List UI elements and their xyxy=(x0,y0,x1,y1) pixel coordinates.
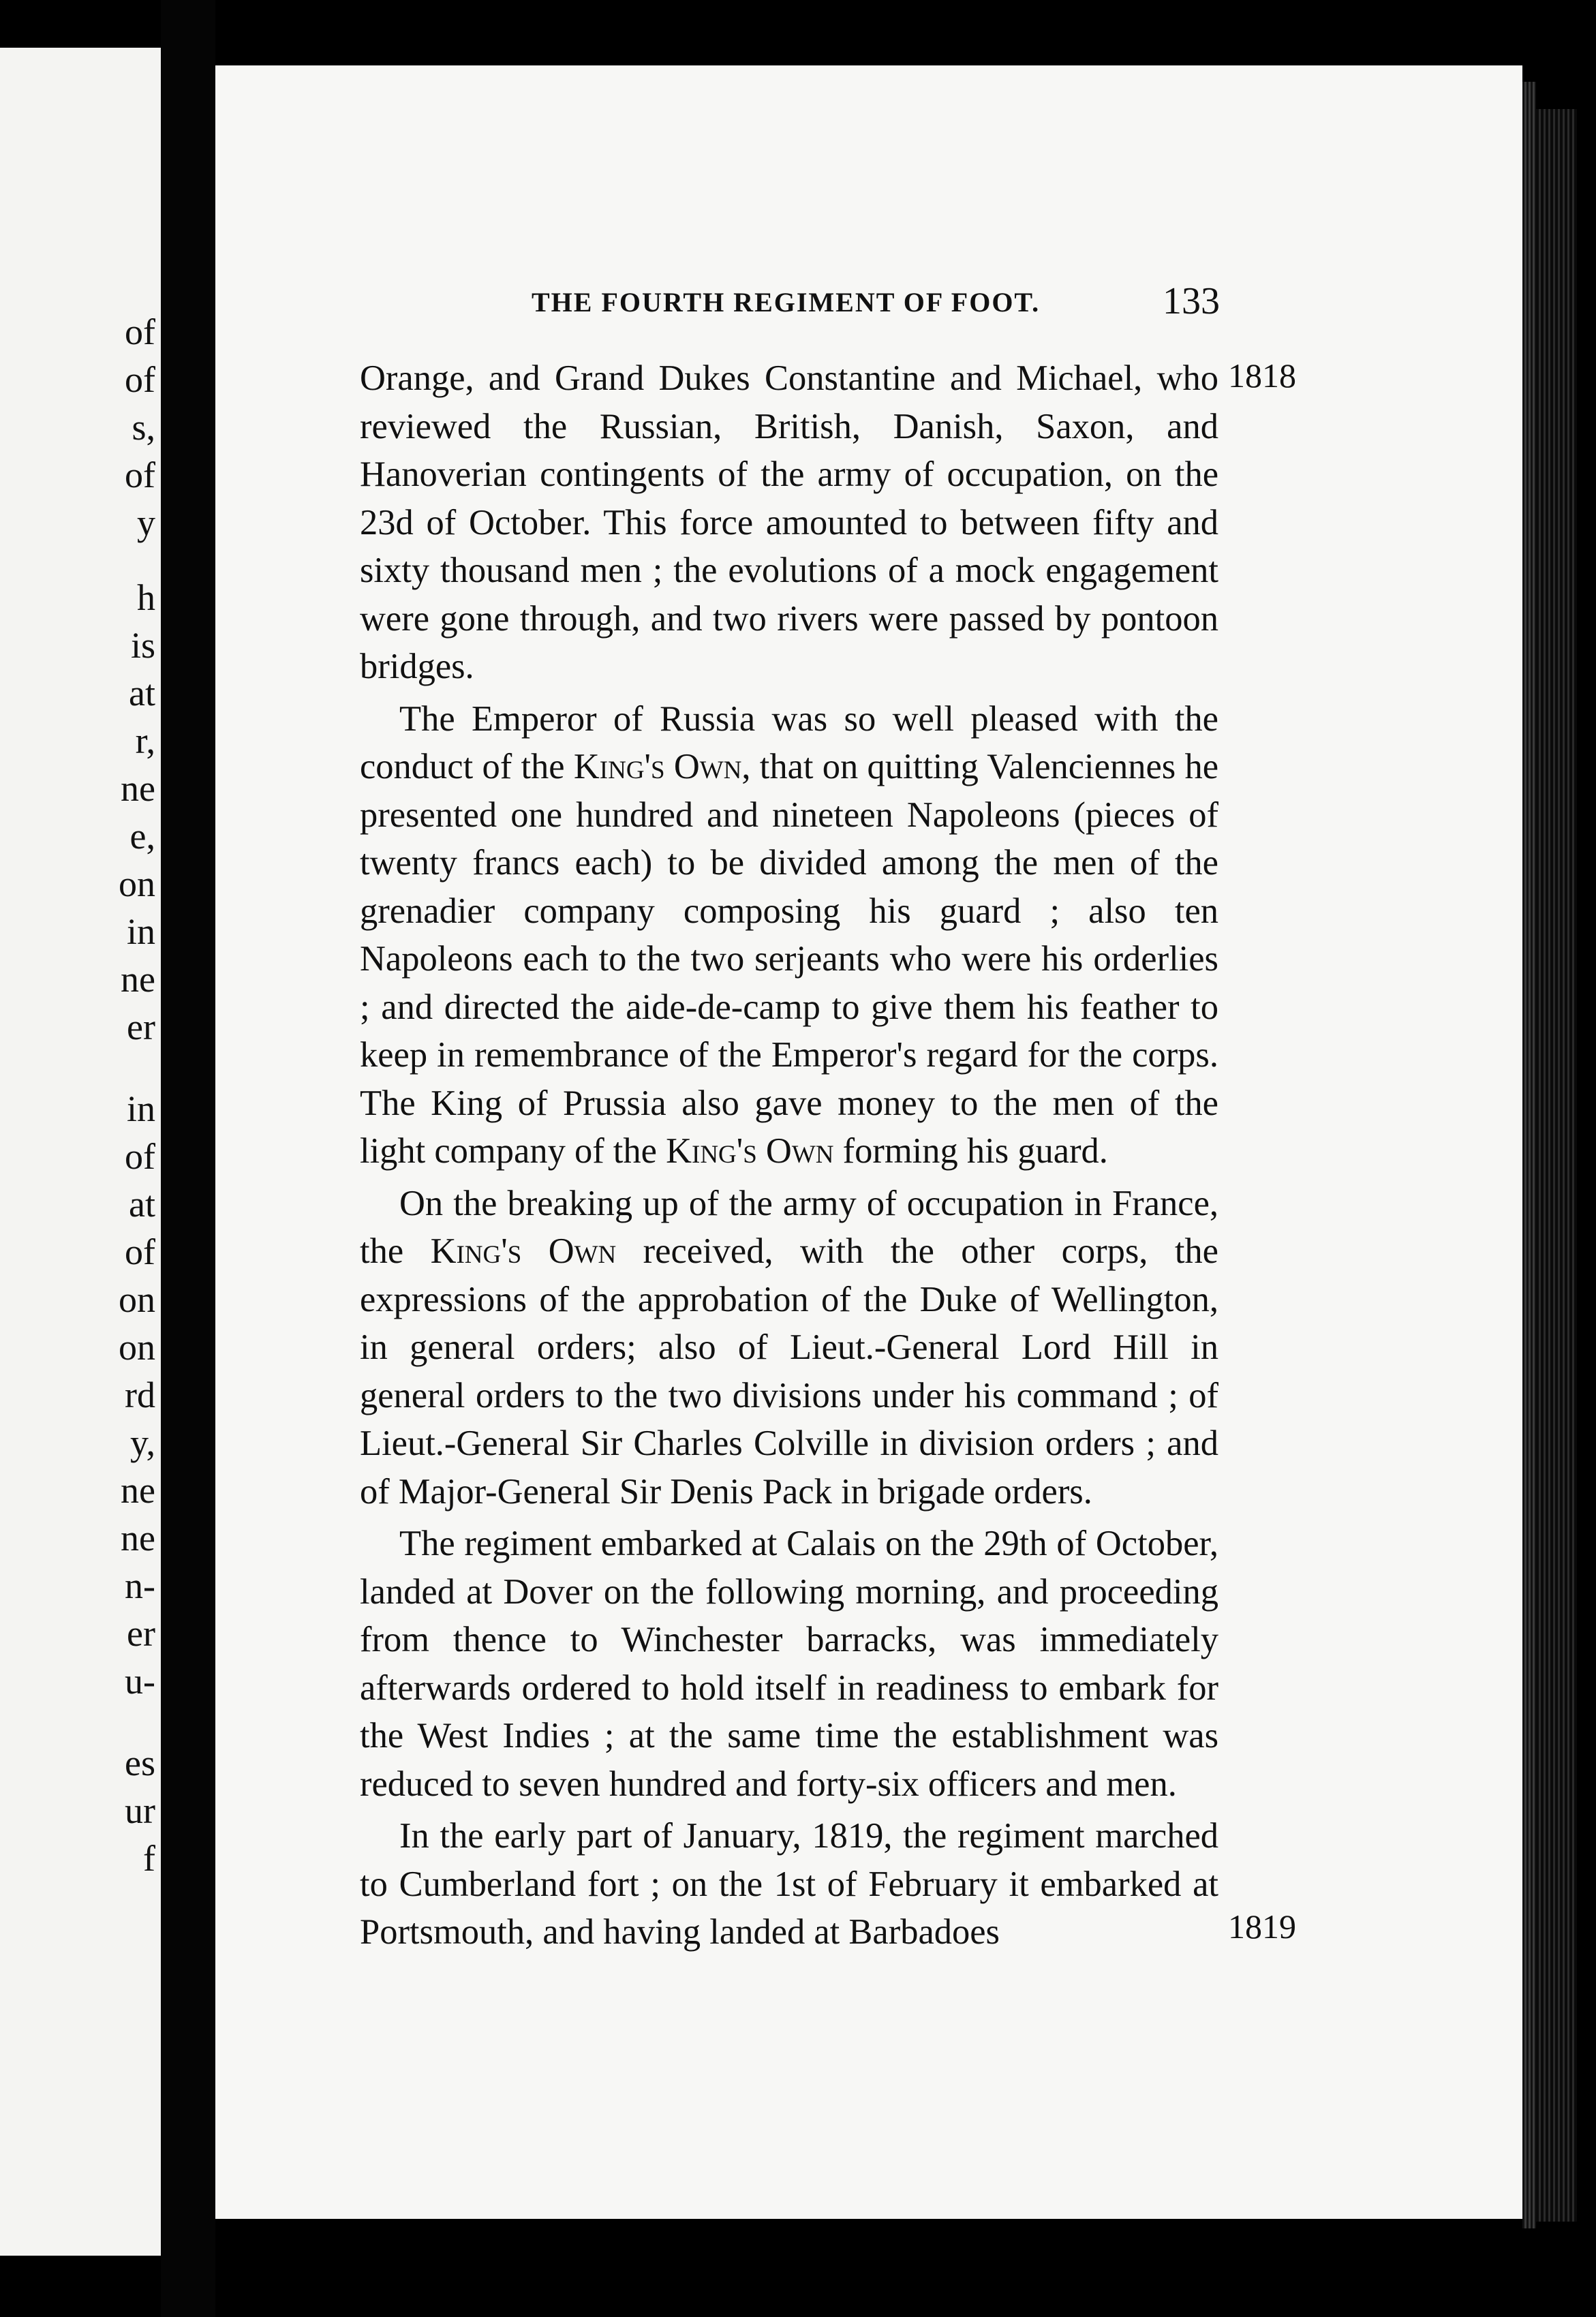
left-page-fragment: y, xyxy=(130,1422,155,1463)
left-page-fragment: ne xyxy=(121,959,155,1000)
left-page-fragment: r, xyxy=(135,720,155,761)
left-page-fragment: er xyxy=(127,1007,155,1047)
left-page-fragment: of xyxy=(125,455,155,495)
left-page-fragment: on xyxy=(119,1327,155,1368)
left-page-fragment: of xyxy=(125,359,155,400)
left-page-fragment: y xyxy=(137,502,155,543)
left-page-fragment: es xyxy=(125,1743,155,1783)
page-number: 133 xyxy=(1163,280,1220,322)
text-segment: Orange, and Grand Dukes Constantine and Michael, who reviewed the Russian, British, Danish, Saxon, and Hanoverian contingents of the army of occupation, on the 23d of October. This force amounted to between fifty and sixty thousand men ; the evolutions of a mock engagement were gone through, and two rivers were passed by pontoon bridges. xyxy=(360,358,1218,686)
left-page-fragment: in xyxy=(126,1088,155,1129)
book-gutter xyxy=(161,0,215,2317)
paragraph xyxy=(360,695,1218,1176)
left-page-fragment: e, xyxy=(129,816,155,857)
left-facing-page xyxy=(0,48,161,2256)
margin-year-1819: 1819 xyxy=(1228,1907,1296,1946)
left-page-fragment: s, xyxy=(132,407,155,448)
left-page-fragment: of xyxy=(125,1231,155,1272)
left-page-fragment: er xyxy=(127,1613,155,1654)
left-page-fragment: at xyxy=(129,673,155,713)
left-page-fragment: ne xyxy=(121,1518,155,1559)
text-segment: The regiment embarked at Calais on the 29th of October, landed at Dover on the following morning, and proceeding from thence to Winchester barracks, was immediately afterwards ordered to hold itself in readiness to embark for the West Indies ; at the same time the establishment was reduced to seven hundred and forty-six officers and men. xyxy=(360,1524,1218,1804)
left-page-fragment: ur xyxy=(125,1790,155,1831)
left-page-fragment: on xyxy=(119,1279,155,1320)
text-segment: received, with the other corps, the expressions of the approbation of the Duke of Wellington, in general orders; also of Lieut.-General Lord Hill in general orders to the two divisions under his command ; of Lieut.-General Sir Charles Colville in division orders ; and of Major-General Sir Denis Pack in brigade orders. xyxy=(360,1231,1218,1512)
left-page-fragment: rd xyxy=(125,1375,155,1415)
running-head: THE FOURTH REGIMENT OF FOOT. xyxy=(532,287,1041,318)
margin-year-1818: 1818 xyxy=(1228,356,1296,395)
body-text xyxy=(360,354,1218,1957)
text-segment: In the early part of January, 1819, the regiment marched to Cumberland fort ; on the 1st of February it embarked at Portsmouth, and having landed at Barbadoes xyxy=(360,1816,1218,1952)
left-page-fragment: ne xyxy=(121,768,155,809)
left-page-fragment: of xyxy=(125,311,155,352)
small-caps-text: King's Own xyxy=(430,1231,617,1271)
left-page-fragment: n- xyxy=(125,1565,155,1606)
text-segment: On the breaking up of the army of occupation in France, the xyxy=(360,1183,1218,1271)
left-page-fragment: is xyxy=(130,625,155,666)
small-caps-text: King's Own xyxy=(573,747,742,786)
left-page-fragment: in xyxy=(126,911,155,952)
text-segment: , that on quitting Valenciennes he presented one hundred and nineteen Napoleons (pieces of twenty francs each) to be divided among the men of the grenadier company composing his guard ; also ten Napoleons each to the two serjeants who were his orderlies ; and directed the aide-de-camp to give them his feather to keep in remembrance of the Emperor's regard for the corps. The King of Prussia also gave money to the men of the light company of the xyxy=(360,747,1218,1171)
left-page-fragment: f xyxy=(143,1838,155,1879)
text-segment: The Emperor of Russia was so well pleased with the conduct of the xyxy=(360,699,1218,786)
page-edges-outer xyxy=(1536,109,1577,2222)
small-caps-text: King's Own xyxy=(666,1131,834,1171)
page-edges xyxy=(1522,82,1536,2228)
left-page-fragment: ne xyxy=(121,1470,155,1511)
paragraph xyxy=(360,1520,1218,1808)
text-segment: forming his guard. xyxy=(833,1131,1108,1171)
left-page-fragment: of xyxy=(125,1136,155,1177)
left-page-fragment: on xyxy=(119,863,155,904)
paragraph xyxy=(360,1180,1218,1516)
paragraph xyxy=(360,1812,1218,1957)
left-page-fragment: at xyxy=(129,1184,155,1225)
left-page-fragment: u- xyxy=(125,1661,155,1702)
left-page-fragment: h xyxy=(137,577,155,618)
paragraph xyxy=(360,354,1218,691)
